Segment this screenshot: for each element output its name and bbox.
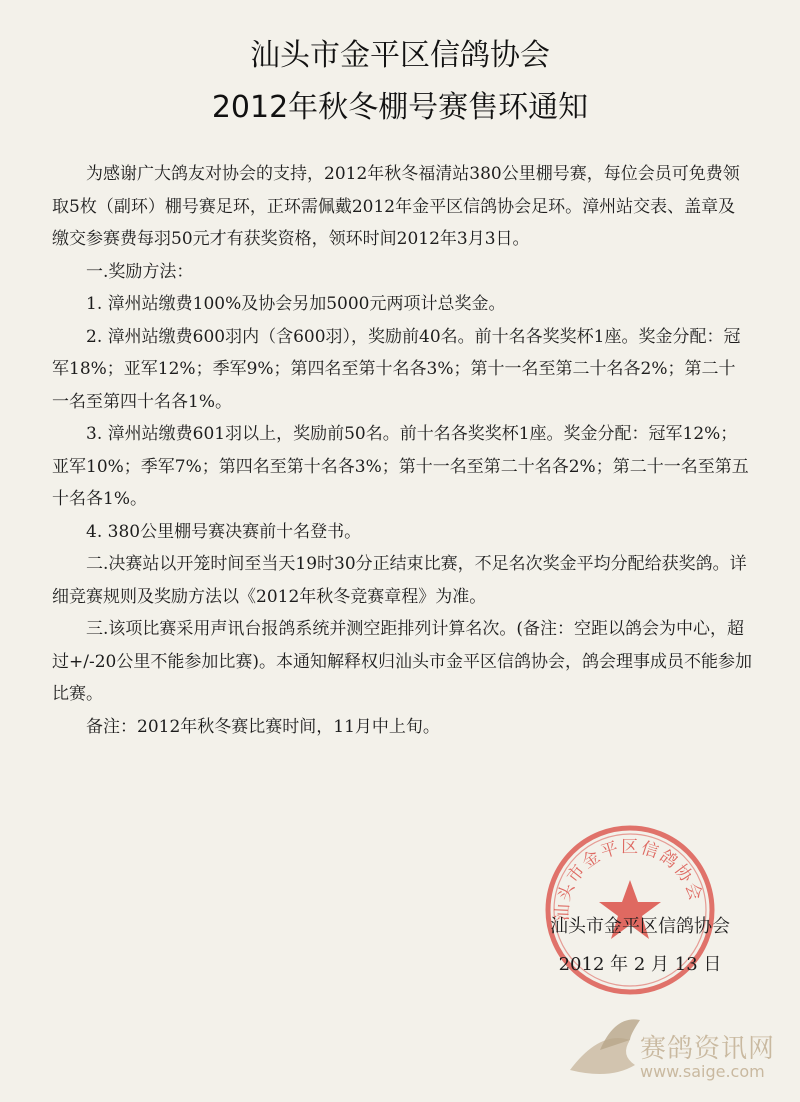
document-title-line-2: 2012年秋冬棚号赛售环通知 <box>211 90 589 125</box>
section-2-paragraph: 二.决赛站以开笼时间至当天19时30分正结束比赛，不足名次奖金平均分配给获奖鸽。详细竞赛规则及奖励方法以《2012年秋冬竞赛章程》为准。 <box>52 554 747 607</box>
intro-paragraph: 为感谢广大鸽友对协会的支持，2012年秋冬福清站380公里棚号赛，每位会员可免费领取5枚（副环）棚号赛足环，正环需佩戴2012年金平区信鸽协会足环。漳州站交表、盖章及缴交参赛费每羽50元才有获奖资格，领环时间2012年3月3日。 <box>52 164 740 249</box>
section-3-paragraph: 三.该项比赛采用声讯台报鸽系统并测空距排列计算名次。(备注：空距以鸽会为中心，超过+/-20公里不能参加比赛)。本通知解释权归汕头市金平区信鸽协会，鸽会理事成员不能参加比赛。 <box>52 619 752 704</box>
document-body <box>52 158 752 743</box>
note-paragraph: 备注：2012年秋冬赛比赛时间，11月中上旬。 <box>86 716 440 737</box>
signature-organization: 汕头市金平区信鸽协会 <box>550 916 730 937</box>
reward-item-2: 2. 漳州站缴费600羽内（含600羽），奖励前40名。前十名各奖奖杯1座。奖金分配：冠军18%；亚军12%；季军9%；第四名至第十名各3%；第十一名至第二十名各2%；第二十一名至第四十名各1%。 <box>52 326 741 412</box>
signature-date: 2012 年 2 月 13 日 <box>558 954 722 975</box>
document-title-line-1: 汕头市金平区信鸽协会 <box>250 38 550 73</box>
watermark-url: www.saige.com <box>640 1062 765 1081</box>
watermark-site-name: 赛鸽资讯网 <box>640 1034 776 1064</box>
reward-item-4: 4. 380公里棚号赛决赛前十名登书。 <box>86 521 362 542</box>
reward-item-3: 3. 漳州站缴费601羽以上，奖励前50名。前十名各奖奖杯1座。奖金分配：冠军12%；亚军10%；季军7%；第四名至第十名各3%；第十一名至第二十名各2%；第二十一名至第五十名各1%。 <box>52 424 749 509</box>
seal-text: 汕头市金平区信鸽协会 <box>552 837 706 922</box>
reward-section-heading: 一.奖励方法： <box>86 261 194 282</box>
reward-item-1: 1. 漳州站缴费100%及协会另加5000元两项计总奖金。 <box>86 294 506 314</box>
